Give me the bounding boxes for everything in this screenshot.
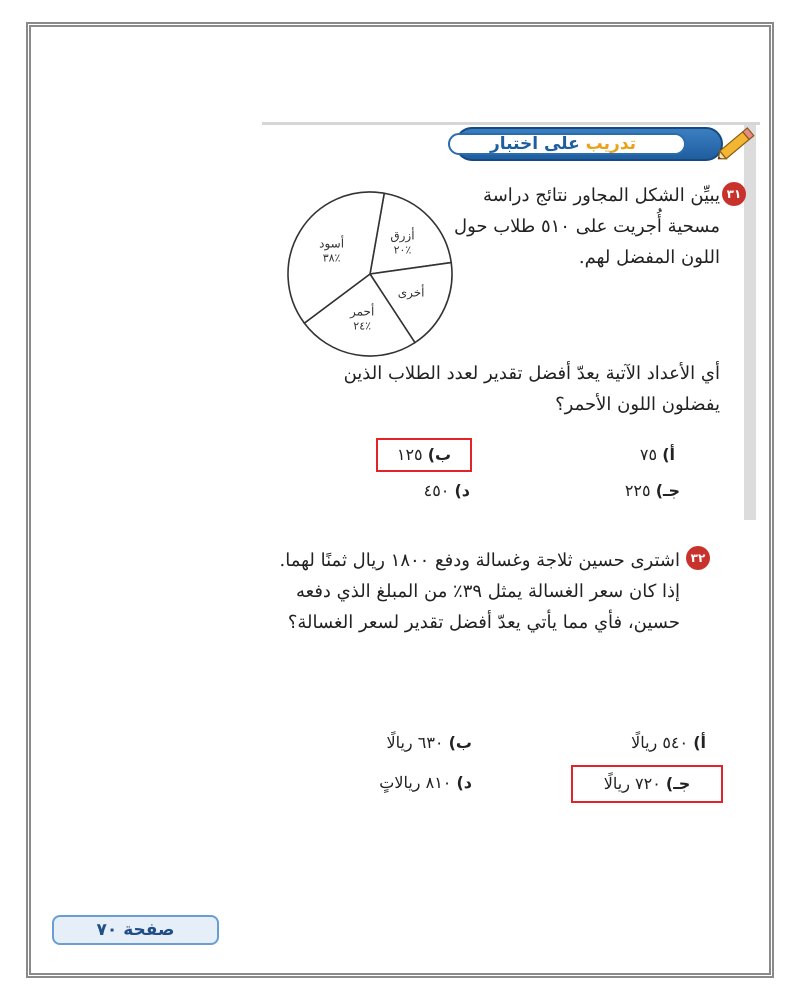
- q32-option-a[interactable]: أ) ٥٤٠ ريالًا: [631, 733, 706, 752]
- section-top-rule: [262, 122, 760, 125]
- pie-value-blue: ٢٠٪: [393, 243, 412, 257]
- pie-label-red: أحمر: [350, 304, 375, 319]
- pie-label-blue: أزرق: [390, 228, 415, 243]
- q32-option-d[interactable]: د) ٨١٠ ريالاتٍ: [379, 773, 472, 792]
- pie-chart: [284, 190, 456, 360]
- header-title-part2: على اختبار: [489, 134, 580, 154]
- section-header-title: [448, 132, 678, 156]
- pie-value-red: ٢٤٪: [353, 319, 372, 333]
- section-side-bar: [744, 125, 756, 520]
- q31-option-d[interactable]: د) ٤٥٠: [423, 481, 470, 500]
- pie-label-black: أسود: [319, 236, 345, 251]
- question-31-intro: يبيِّن الشكل المجاور نتائج دراسة مسحية أُجريت على ٥١٠ طلاب حول اللون المفضل لهم.: [454, 185, 720, 268]
- q32-option-b[interactable]: ب) ٦٣٠ ريالًا: [386, 733, 472, 752]
- pencil-icon: [713, 123, 759, 165]
- header-title-part1: تدريب: [585, 134, 637, 154]
- q31-option-a[interactable]: أ) ٧٥: [639, 445, 675, 464]
- pie-value-black: ٣٨٪: [322, 251, 341, 265]
- pie-label-other: أخرى: [397, 285, 425, 300]
- question-32-prompt: اشترى حسين ثلاجة وغسالة ودفع ١٨٠٠ ريال ثمنًا لهما. إذا كان سعر الغسالة يمثل ٣٩٪ من المبلغ الذي دفعه حسين، فأي مما يأتي يعدّ أفضل تقدير لسعر الغسالة؟: [279, 550, 680, 633]
- question-31-prompt: أي الأعداد الآتية يعدّ أفضل تقدير لعدد الطلاب الذين يفضلون اللون الأحمر؟: [343, 363, 720, 415]
- page-number-label: صفحة ٧٠: [52, 915, 219, 945]
- q31-option-c[interactable]: جـ) ٢٢٥: [624, 481, 680, 500]
- question-32-number: ٣٢: [686, 546, 710, 570]
- q31-option-b[interactable]: ب) ١٢٥: [376, 438, 472, 472]
- question-31-number: ٣١: [722, 182, 746, 206]
- q32-option-c[interactable]: جـ) ٧٢٠ ريالًا: [571, 765, 723, 803]
